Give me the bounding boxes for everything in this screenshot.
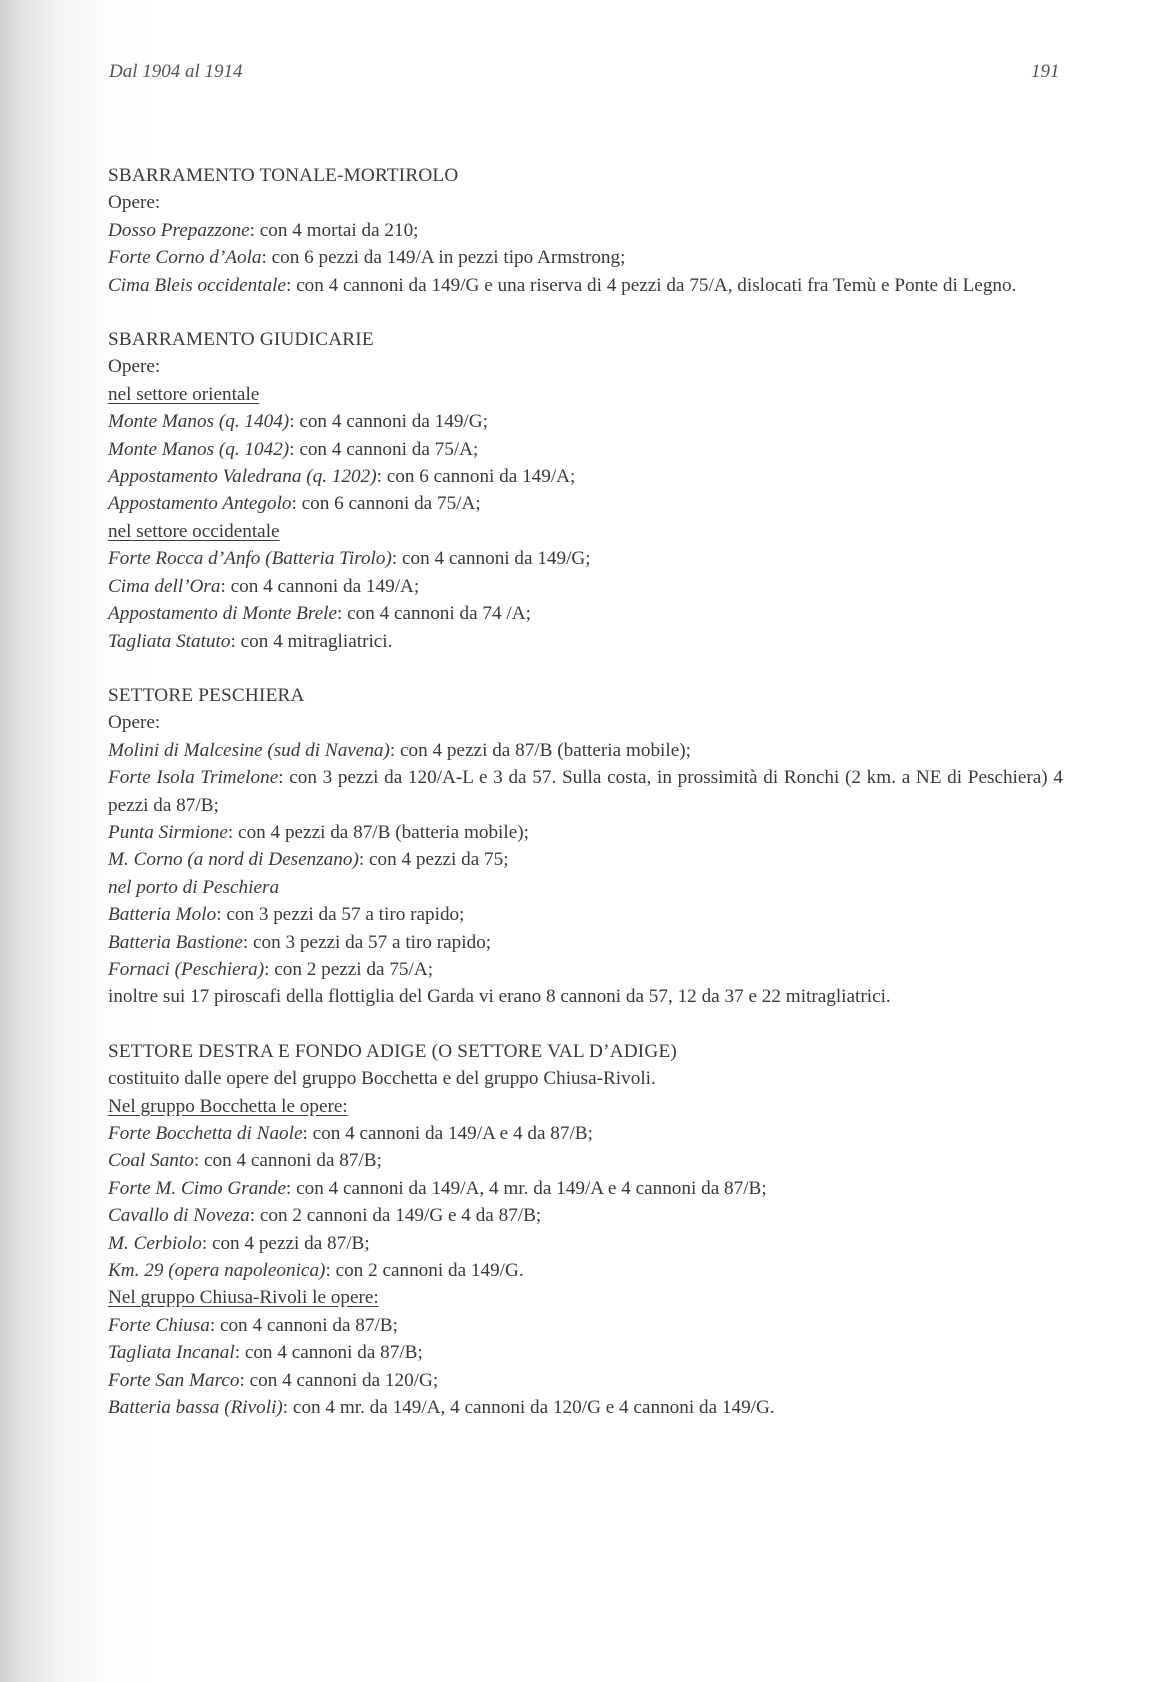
item-text: : con 2 cannoni da 149/G e 4 da 87/B; xyxy=(249,1205,542,1227)
subsection-heading: Nel gruppo Bocchetta le opere: xyxy=(108,1095,348,1117)
place-name: Batteria Molo xyxy=(108,904,217,926)
list-item xyxy=(108,846,1063,873)
list-item xyxy=(108,272,1063,299)
place-name: Km. 29 (opera napoleonica) xyxy=(108,1260,326,1282)
list-item xyxy=(108,436,1063,463)
list-item xyxy=(108,1394,1063,1421)
item-text: : con 4 cannoni da 87/B; xyxy=(193,1150,382,1172)
item-text: : con 6 pezzi da 149/A in pezzi tipo Armstrong; xyxy=(261,247,626,269)
section-heading: SETTORE DESTRA E FONDO ADIGE (O SETTORE VAL D’ADIGE) xyxy=(108,1040,677,1062)
item-text: : con 4 cannoni da 87/B; xyxy=(234,1342,423,1364)
place-name: Molini di Malcesine (sud di Navena) xyxy=(108,739,390,761)
place-name: M. Corno (a nord di Desenzano) xyxy=(108,849,359,871)
list-item xyxy=(108,956,1063,983)
place-name: Forte Isola Trimelone xyxy=(108,767,279,789)
place-name: Tagliata Statuto xyxy=(108,630,231,652)
section-heading: SBARRAMENTO GIUDICARIE xyxy=(108,329,374,351)
item-text: : con 4 cannoni da 149/G; xyxy=(289,411,488,433)
list-item xyxy=(108,1312,1063,1339)
place-name: Monte Manos (q. 1404) xyxy=(108,411,290,433)
item-text: : con 4 cannoni da 149/G e una riserva di 4 pezzi da 75/A, dislocati fra Temù e Ponte di Legno. xyxy=(285,274,1017,296)
list-item xyxy=(108,1257,1063,1284)
list-item xyxy=(108,1202,1063,1229)
place-name: Forte San Marco xyxy=(108,1369,240,1391)
subsection-heading: nel settore occidentale xyxy=(108,520,280,542)
place-name: Appostamento Antegolo xyxy=(108,493,292,515)
place-name: Batteria Bastione xyxy=(108,931,243,953)
item-text: : con 4 pezzi da 87/B; xyxy=(201,1232,370,1254)
opere-label: Opere: xyxy=(108,192,161,214)
place-name: Appostamento Valedrana (q. 1202) xyxy=(108,466,377,488)
list-item xyxy=(108,244,1063,271)
item-text: : con 4 cannoni da 87/B; xyxy=(209,1314,398,1336)
item-text: : con 4 cannoni da 149/A; xyxy=(220,575,420,597)
section-heading: SBARRAMENTO TONALE-MORTIROLO xyxy=(108,165,459,186)
place-name: Cima Bleis occidentale xyxy=(108,274,286,296)
place-name: Tagliata Incanal xyxy=(108,1342,235,1364)
item-text: : con 4 pezzi da 87/B (batteria mobile); xyxy=(389,739,691,761)
item-text: : con 4 cannoni da 149/A e 4 da 87/B; xyxy=(302,1123,593,1144)
running-head: Dal 1904 al 1914 xyxy=(109,61,243,82)
place-name: Forte Rocca d’Anfo (Batteria Tirolo) xyxy=(108,548,392,570)
place-name: Monte Manos (q. 1042) xyxy=(108,438,290,460)
section-peschiera xyxy=(108,682,1063,1011)
place-name: Coal Santo xyxy=(108,1150,194,1172)
item-text: : con 4 pezzi da 75; xyxy=(358,849,509,871)
place-name: Batteria bassa (Rivoli) xyxy=(108,1397,283,1419)
list-item xyxy=(108,573,1063,600)
item-text: : con 4 cannoni da 75/A; xyxy=(289,438,479,460)
place-name: Fornaci (Peschiera) xyxy=(108,958,265,980)
list-item xyxy=(108,217,1063,244)
section-tonale-mortirolo xyxy=(108,162,1063,299)
item-text: : con 2 cannoni da 149/G. xyxy=(325,1260,524,1282)
place-name: Forte Corno d’Aola xyxy=(108,247,262,269)
item-text: : con 4 cannoni da 149/G; xyxy=(391,548,591,570)
place-name: M. Cerbiolo xyxy=(108,1232,202,1254)
subsection-heading: Nel gruppo Chiusa-Rivoli le opere: xyxy=(108,1287,379,1309)
list-item xyxy=(108,1147,1063,1174)
place-name: Forte M. Cimo Grande xyxy=(108,1177,286,1199)
item-text: : con 4 cannoni da 120/G; xyxy=(239,1369,439,1391)
item-text: : con 4 pezzi da 87/B (batteria mobile); xyxy=(227,821,529,843)
list-item xyxy=(108,1175,1063,1202)
section-intro: costituito dalle opere del gruppo Bocchetta e del gruppo Chiusa-Rivoli. xyxy=(108,1068,656,1090)
item-text: : con 6 cannoni da 75/A; xyxy=(291,493,481,515)
item-text: : con 2 pezzi da 75/A; xyxy=(264,958,434,980)
opere-label: Opere: xyxy=(108,712,161,734)
list-item xyxy=(108,819,1063,846)
item-text: : con 3 pezzi da 57 a tiro rapido; xyxy=(216,904,465,926)
place-name: nel porto di Peschiera xyxy=(108,876,280,898)
opere-label: Opere: xyxy=(108,356,161,378)
place-name: Forte Chiusa xyxy=(108,1314,210,1336)
place-name: Forte Bocchetta di Naole xyxy=(108,1123,303,1144)
item-text: : con 6 cannoni da 149/A; xyxy=(376,466,576,488)
list-item xyxy=(108,545,1063,572)
section-val-d-adige xyxy=(108,1038,1063,1422)
place-name: Cavallo di Noveza xyxy=(108,1205,250,1227)
list-item xyxy=(108,600,1063,627)
list-item xyxy=(108,1339,1063,1366)
closing-note: inoltre sui 17 piroscafi della flottiglia del Garda vi erano 8 cannoni da 57, 12 da 37 e 22 mitragliatrici. xyxy=(108,986,891,1008)
place-name: Dosso Prepazzone xyxy=(108,219,250,241)
item-text: : con 4 cannoni da 74 /A; xyxy=(336,603,531,625)
subsection-heading: nel settore orientale xyxy=(108,383,260,405)
list-item xyxy=(108,1367,1063,1394)
list-item xyxy=(108,737,1063,764)
list-item xyxy=(108,764,1063,819)
item-text: : con 4 mortai da 210; xyxy=(249,219,419,241)
list-item xyxy=(108,408,1063,435)
item-text: : con 4 mr. da 149/A, 4 cannoni da 120/G e 4 cannoni da 149/G. xyxy=(282,1397,775,1419)
section-giudicarie xyxy=(108,326,1063,655)
list-item xyxy=(108,901,1063,928)
page-body xyxy=(108,162,1063,1448)
item-text: : con 4 mitragliatrici. xyxy=(230,630,393,652)
list-item xyxy=(108,929,1063,956)
item-text: : con 3 pezzi da 57 a tiro rapido; xyxy=(242,931,492,953)
list-item xyxy=(108,628,1063,655)
list-item xyxy=(108,490,1063,517)
item-text: : con 4 cannoni da 149/A, 4 mr. da 149/A e 4 cannoni da 87/B; xyxy=(286,1177,767,1199)
place-name: Cima dell’Ora xyxy=(108,575,221,597)
page-number: 191 xyxy=(1031,61,1060,82)
item-text: : con 3 pezzi da 120/A-L e 3 da 57. Sulla costa, in prossimità di Ronchi (2 km. a NE di Peschiera) 4 pezzi da 87/B; xyxy=(108,767,1063,816)
list-item xyxy=(108,1230,1063,1257)
list-item xyxy=(108,463,1063,490)
place-name: Punta Sirmione xyxy=(108,821,228,843)
list-item xyxy=(108,1120,1063,1147)
list-item xyxy=(108,874,1063,901)
place-name: Appostamento di Monte Brele xyxy=(108,603,337,625)
section-heading: SETTORE PESCHIERA xyxy=(108,684,305,706)
